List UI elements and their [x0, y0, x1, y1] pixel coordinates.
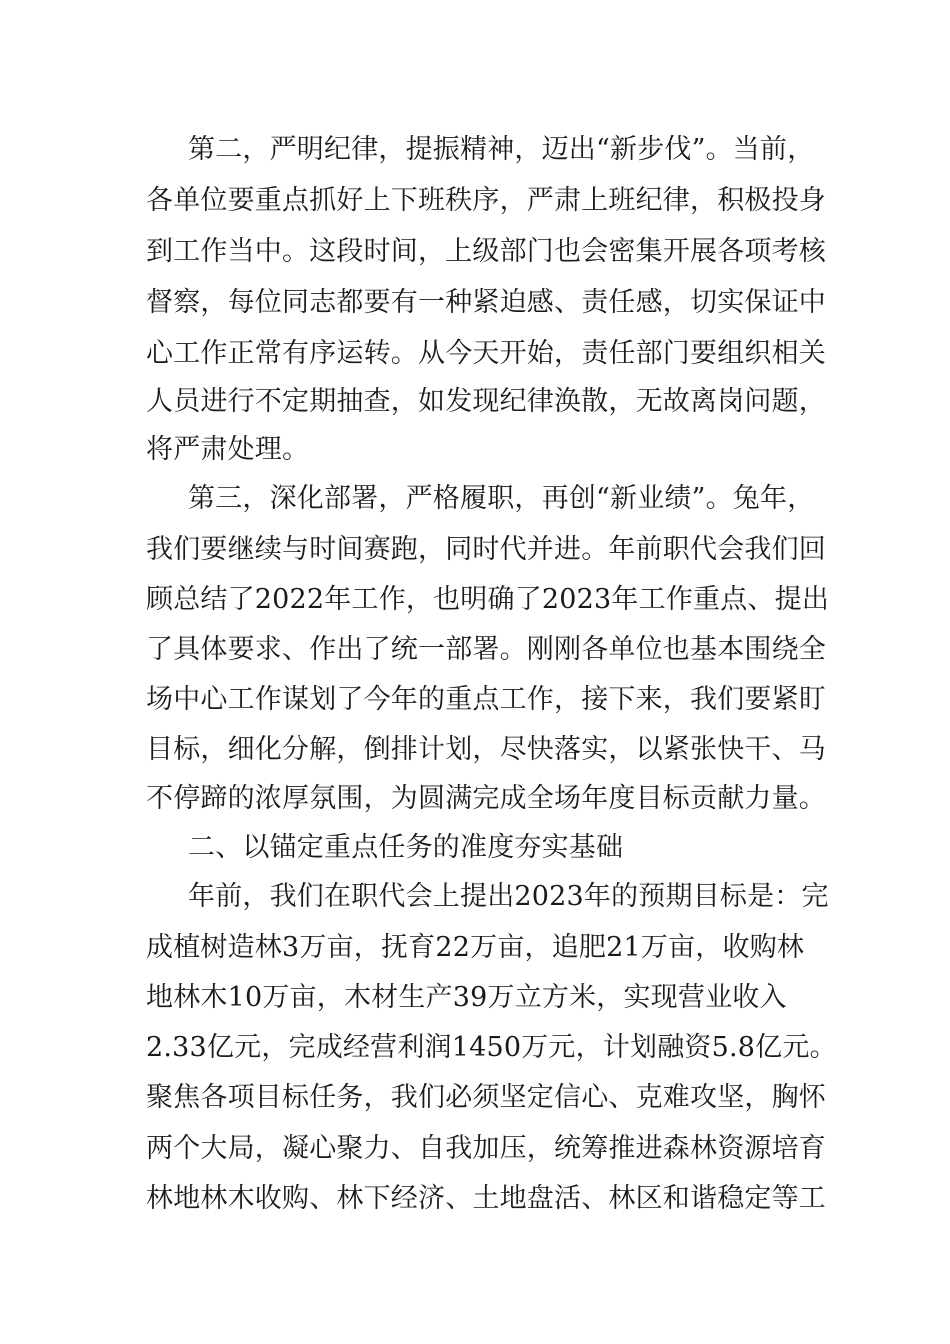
paragraph-2-line-6: 人员进行不定期抽查，如发现纪律涣散，无故离岗问题，	[146, 386, 826, 417]
paragraph-2-line-1: 第二，严明纪律，提振精神，迈出“新步伐”。当前，	[188, 134, 815, 165]
paragraph-4-line-2: 成植树造林3万亩，抚育22万亩，追肥21万亩，收购林	[146, 932, 805, 963]
paragraph-2-line-3: 到工作当中。这段时间，上级部门也会密集开展各项考核	[146, 236, 826, 267]
paragraph-2-line-7: 将严肃处理。	[146, 434, 310, 465]
paragraph-3-line-2: 我们要继续与时间赛跑，同时代并进。年前职代会我们回	[146, 534, 826, 565]
paragraph-3-line-6: 目标，细化分解，倒排计划，尽快落实，以紧张快干、马	[146, 734, 826, 765]
paragraph-3-line-4: 了具体要求、作出了统一部署。刚刚各单位也基本围绕全	[146, 634, 826, 665]
paragraph-4-line-7: 林地林木收购、林下经济、土地盘活、林区和谐稳定等工	[146, 1183, 826, 1214]
paragraph-2-line-5: 心工作正常有序运转。从今天开始，责任部门要组织相关	[146, 338, 826, 369]
paragraph-2-line-4: 督察，每位同志都要有一种紧迫感、责任感，切实保证中	[146, 287, 826, 318]
paragraph-3-line-3: 顾总结了2022年工作，也明确了2023年工作重点、提出	[146, 584, 830, 615]
paragraph-4-line-1: 年前，我们在职代会上提出2023年的预期目标是：完	[188, 881, 829, 912]
section-heading: 二、以锚定重点任务的准度夯实基础	[188, 832, 624, 863]
paragraph-2-line-2: 各单位要重点抓好上下班秩序，严肃上班纪律，积极投身	[146, 185, 826, 216]
paragraph-4-line-4: 2.33亿元，完成经营利润1450万元，计划融资5.8亿元。	[146, 1032, 837, 1063]
paragraph-3-line-1: 第三，深化部署，严格履职，再创“新业绩”。兔年，	[188, 483, 815, 514]
paragraph-4-line-3: 地林木10万亩，木材生产39万立方米，实现营业收入	[146, 982, 787, 1013]
paragraph-3-line-7: 不停蹄的浓厚氛围，为圆满完成全场年度目标贡献力量。	[146, 783, 826, 814]
paragraph-4-line-6: 两个大局，凝心聚力、自我加压，统筹推进森林资源培育	[146, 1133, 826, 1164]
paragraph-3-line-5: 场中心工作谋划了今年的重点工作，接下来，我们要紧盯	[146, 684, 826, 715]
paragraph-4-line-5: 聚焦各项目标任务，我们必须坚定信心、克难攻坚，胸怀	[146, 1082, 826, 1113]
